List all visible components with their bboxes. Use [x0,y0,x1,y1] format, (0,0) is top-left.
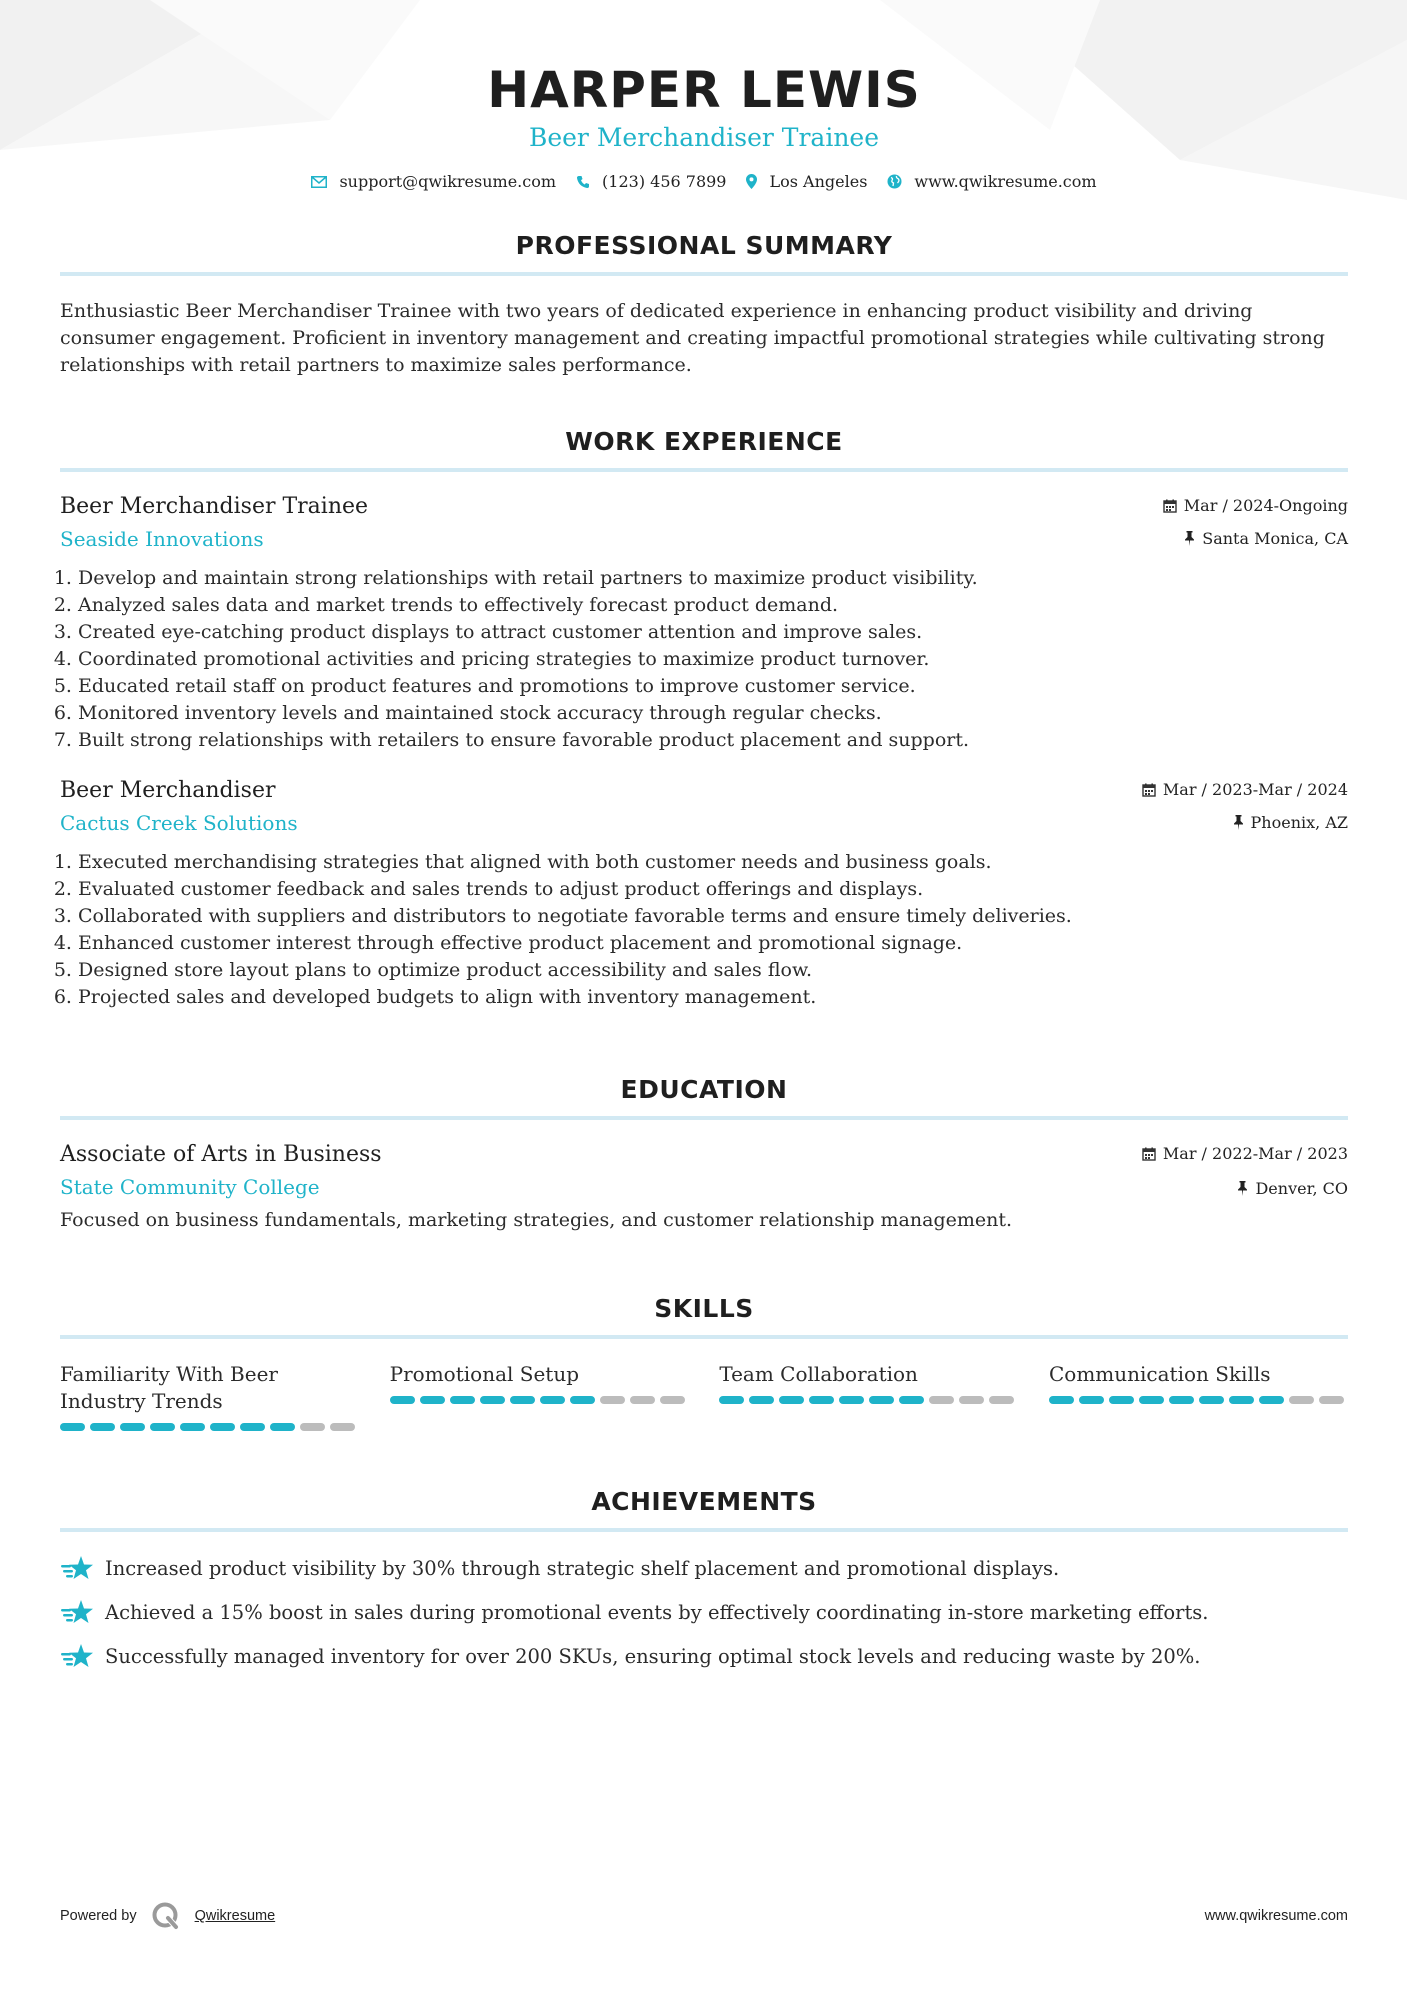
skill-dot-filled [150,1423,175,1431]
skill-item [390,1361,689,1431]
achievement-item [60,1554,1348,1582]
skills-section [60,1294,1348,1431]
list-item: 7. Built strong relationships with retailers to ensure favorable product placement and support. [78,727,1348,754]
pushpin-icon [1233,815,1244,830]
powered-by-label: Powered by [60,1908,137,1924]
skill-dot-filled [1169,1396,1194,1404]
qwikresume-link[interactable]: Qwikresume [194,1908,276,1924]
experience-heading: WORK EXPERIENCE [565,427,843,456]
website-text: www.qwikresume.com [914,172,1097,191]
list-item: 5. Educated retail staff on product features and promotions to improve customer service. [78,673,1348,700]
skill-dot-filled [1259,1396,1284,1404]
section-divider [60,1116,1348,1120]
achievement-text: Achieved a 15% boost in sales during promotional events by effectively coordinating in-store marketing efforts. [105,1600,1209,1624]
skill-dot-filled [1199,1396,1224,1404]
location-text: Los Angeles [769,172,868,191]
section-divider [60,468,1348,472]
skill-dot-filled [180,1423,205,1431]
skill-dot-filled [510,1396,535,1404]
contact-website[interactable] [887,172,1096,191]
calendar-icon [1163,499,1177,513]
job-location [1163,529,1348,548]
job-title: Beer Merchandiser [60,778,276,803]
skill-dot-filled [120,1423,145,1431]
job-dates-text: Mar / 2024-Ongoing [1183,496,1348,515]
skill-item [719,1361,1018,1431]
contact-location [746,172,867,191]
resume-header [60,0,1348,191]
skill-dot-filled [570,1396,595,1404]
candidate-name: HARPER LEWIS [487,61,921,119]
skill-rating [719,1396,1018,1404]
job-location-text: Phoenix, AZ [1250,813,1348,832]
skill-dot-filled [60,1423,85,1431]
contact-bar [60,172,1348,191]
job-entry [60,778,1348,1011]
pushpin-icon [1237,1181,1248,1196]
list-item: 1. Develop and maintain strong relationships with retail partners to maximize product visibility. [78,565,1348,592]
skill-item [60,1361,359,1431]
skill-dot-filled [749,1396,774,1404]
phone-icon [576,175,590,189]
degree-title: Associate of Arts in Business [60,1142,382,1167]
skill-dot-empty [330,1423,355,1431]
list-item: 3. Collaborated with suppliers and distributors to negotiate favorable terms and ensure timely deliveries. [78,903,1348,930]
powered-by [60,1898,275,1934]
pushpin-icon [1184,531,1195,546]
skill-dot-filled [1109,1396,1134,1404]
map-marker-icon [746,174,757,189]
education-section [60,1075,1348,1234]
job-location [1142,813,1348,832]
skill-dot-filled [1079,1396,1104,1404]
skill-label: Familiarity With Beer Industry Trends [60,1362,278,1413]
shooting-star-icon [60,1642,95,1670]
skill-dot-empty [630,1396,655,1404]
education-dates [1142,1144,1348,1163]
skill-dot-filled [210,1423,235,1431]
job-location-text: Santa Monica, CA [1202,529,1348,548]
section-divider [60,1528,1348,1532]
achievements-heading: ACHIEVEMENTS [591,1487,817,1516]
page-footer [60,1898,1348,1934]
job-company: Seaside Innovations [60,527,264,551]
contact-phone[interactable] [576,172,726,191]
job-entry [60,494,1348,754]
skill-rating [1049,1396,1348,1404]
experience-section [60,427,1348,1011]
list-item: 1. Executed merchandising strategies that aligned with both customer needs and business goals. [78,849,1348,876]
list-item: 2. Analyzed sales data and market trends to effectively forecast product demand. [78,592,1348,619]
skill-dot-empty [1289,1396,1314,1404]
section-divider [60,1335,1348,1339]
education-dates-text: Mar / 2022-Mar / 2023 [1162,1144,1348,1163]
list-item: 5. Designed store layout plans to optimize product accessibility and sales flow. [78,957,1348,984]
skill-dot-empty [600,1396,625,1404]
education-location-text: Denver, CO [1255,1179,1348,1198]
list-item: 2. Evaluated customer feedback and sales trends to adjust product offerings and displays. [78,876,1348,903]
skill-dot-filled [540,1396,565,1404]
job-bullets [60,565,1348,754]
skill-dot-filled [899,1396,924,1404]
contact-email[interactable] [311,172,556,191]
list-item: 3. Created eye-catching product displays to attract customer attention and improve sales. [78,619,1348,646]
school-name: State Community College [60,1175,320,1199]
education-meta [1142,1144,1348,1198]
skill-dot-filled [270,1423,295,1431]
achievements-section [60,1487,1348,1670]
skill-item [1049,1361,1348,1431]
skill-label: Communication Skills [1048,1362,1271,1386]
skill-dot-filled [1049,1396,1074,1404]
skill-dot-filled [90,1423,115,1431]
skill-dot-empty [1319,1396,1344,1404]
education-location [1142,1179,1348,1198]
globe-icon [887,174,902,189]
skill-dot-filled [779,1396,804,1404]
job-meta [1142,780,1348,832]
education-heading: EDUCATION [620,1075,788,1104]
skill-dot-empty [959,1396,984,1404]
skill-dot-filled [240,1423,265,1431]
skill-dot-filled [420,1396,445,1404]
skill-dot-filled [719,1396,744,1404]
skills-list [60,1361,1348,1431]
skill-dot-empty [929,1396,954,1404]
list-item: 6. Projected sales and developed budgets to align with inventory management. [78,984,1348,1011]
achievements-list [60,1554,1348,1670]
job-dates [1163,496,1348,515]
skill-rating [60,1423,359,1431]
summary-heading: PROFESSIONAL SUMMARY [515,231,893,260]
skill-dot-filled [450,1396,475,1404]
job-dates-text: Mar / 2023-Mar / 2024 [1162,780,1348,799]
skill-dot-empty [300,1423,325,1431]
achievement-item [60,1642,1348,1670]
skill-dot-empty [660,1396,685,1404]
job-dates [1142,780,1348,799]
shooting-star-icon [60,1554,95,1582]
summary-text: Enthusiastic Beer Merchandiser Trainee with two years of dedicated experience in enhancing product visibility and driving consumer engagement. Proficient in inventory management and creating impactful promotional strategies while cultivating strong relationships with retail partners to maximize sales performance. [60,300,1325,376]
skill-dot-filled [1229,1396,1254,1404]
achievement-text: Increased product visibility by 30% through strategic shelf placement and promotional displays. [105,1556,1060,1580]
section-divider [60,272,1348,276]
skill-dot-filled [480,1396,505,1404]
job-meta [1163,496,1348,548]
job-company: Cactus Creek Solutions [60,811,298,835]
email-text: support@qwikresume.com [339,172,557,191]
qwikresume-logo-icon [151,1901,181,1931]
skill-label: Team Collaboration [719,1362,918,1386]
job-title: Beer Merchandiser Trainee [60,494,369,519]
skill-dot-filled [809,1396,834,1404]
shooting-star-icon [60,1598,95,1626]
skill-rating [390,1396,689,1404]
calendar-icon [1142,1147,1156,1161]
envelope-icon [311,176,327,188]
list-item: 6. Monitored inventory levels and maintained stock accuracy through regular checks. [78,700,1348,727]
footer-website[interactable]: www.qwikresume.com [1204,1908,1348,1924]
phone-text: (123) 456 7899 [602,172,727,191]
list-item: 4. Enhanced customer interest through effective product placement and promotional signage. [78,930,1348,957]
candidate-role: Beer Merchandiser Trainee [528,123,880,152]
education-entry [60,1142,1348,1234]
skill-dot-filled [390,1396,415,1404]
job-bullets [60,849,1348,1011]
education-description: Focused on business fundamentals, marketing strategies, and customer relationship management. [60,1209,1013,1231]
skill-dot-filled [1139,1396,1164,1404]
summary-section [60,231,1348,379]
skill-label: Promotional Setup [389,1362,580,1386]
achievement-text: Successfully managed inventory for over 200 SKUs, ensuring optimal stock levels and reducing waste by 20%. [105,1644,1201,1668]
skill-dot-filled [869,1396,894,1404]
achievement-item [60,1598,1348,1626]
list-item: 4. Coordinated promotional activities and pricing strategies to maximize product turnover. [78,646,1348,673]
skill-dot-empty [989,1396,1014,1404]
calendar-icon [1142,783,1156,797]
resume-page [60,0,1348,1670]
skill-dot-filled [839,1396,864,1404]
skills-heading: SKILLS [654,1294,754,1323]
